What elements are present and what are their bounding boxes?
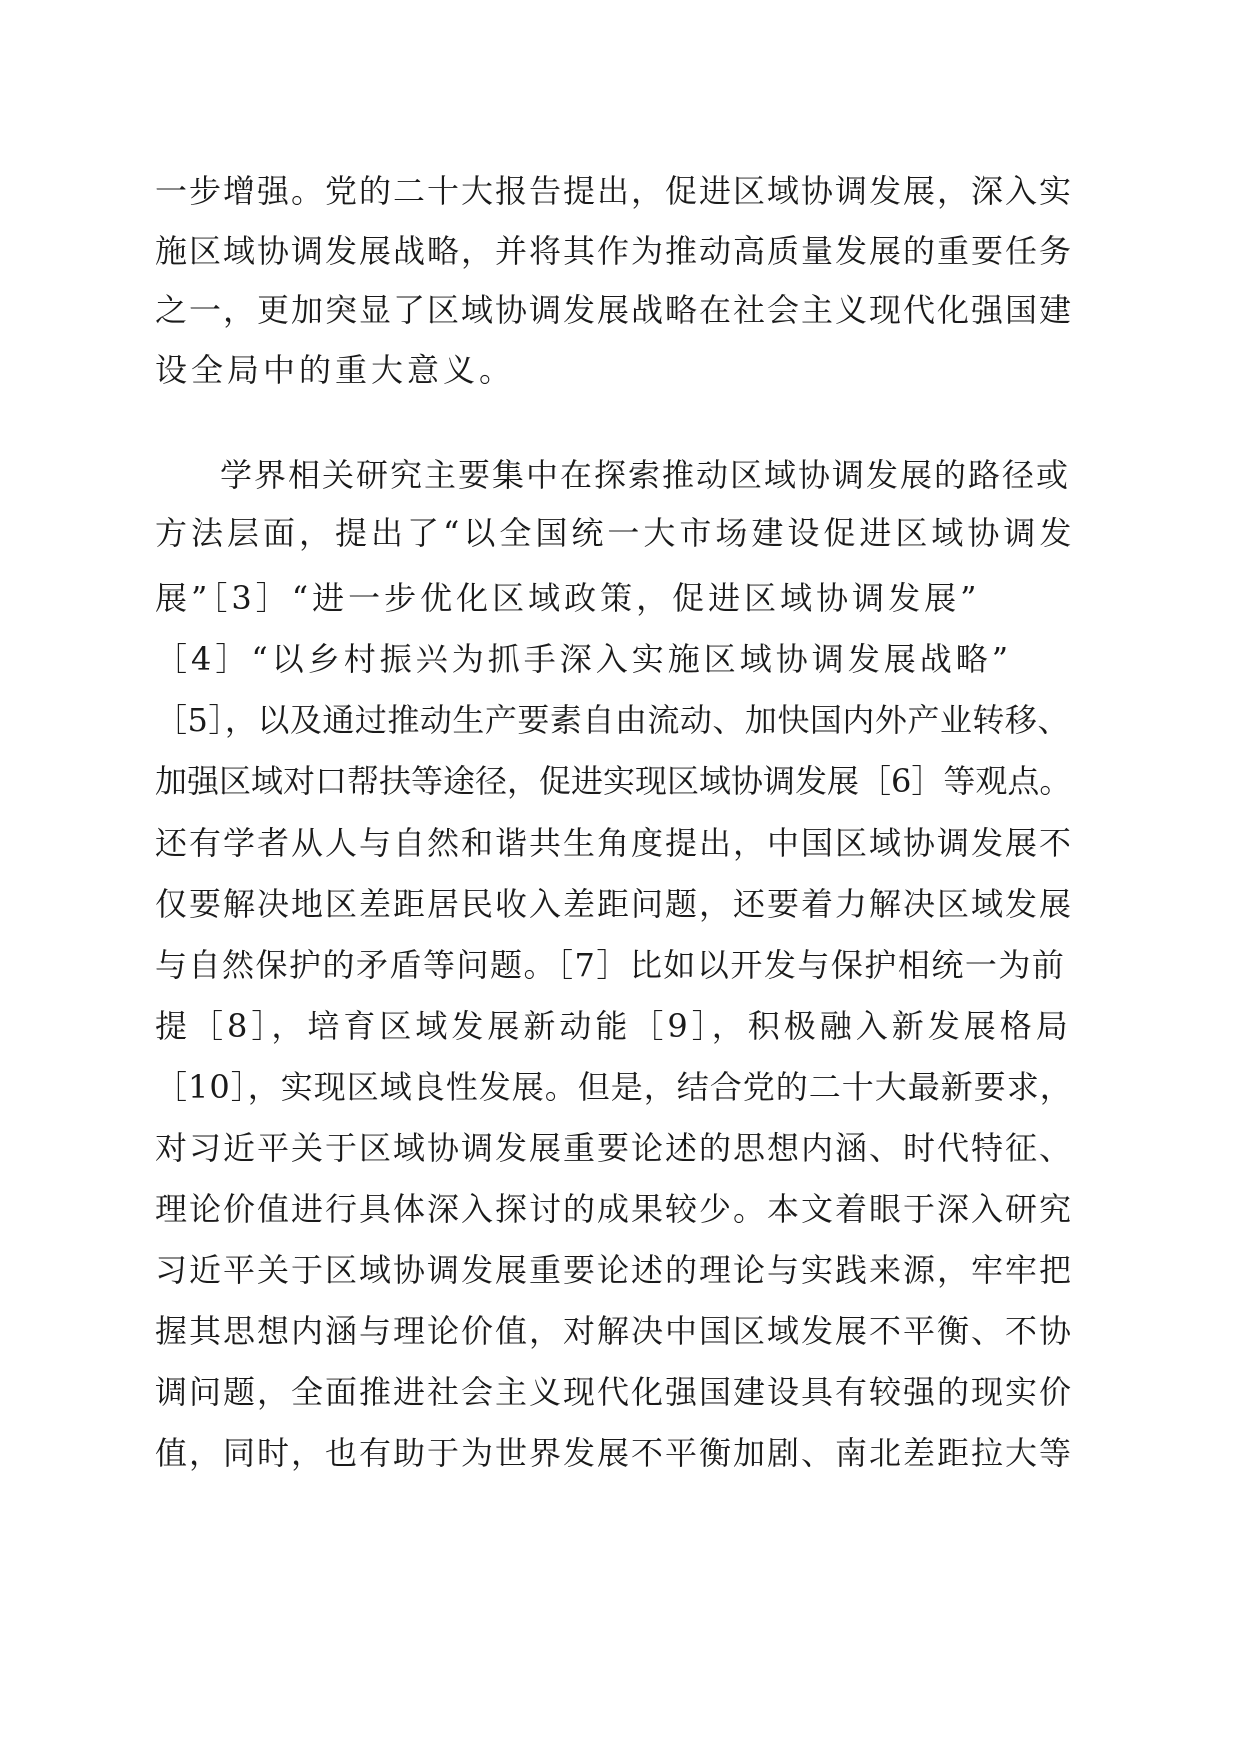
text-line: 调问题，全面推进社会主义现代化强国建设具有较强的现实价 (155, 1373, 1074, 1411)
text-line: 设全局中的重大意义。 (155, 351, 516, 389)
text-line: 值，同时，也有助于为世界发展不平衡加剧、南北差距拉大等 (155, 1434, 1074, 1472)
text-line: 对习近平关于区域协调发展重要论述的思想内涵、时代特征、 (155, 1129, 1074, 1167)
text-line: 展”［3］“进一步优化区域政策，促进区域协调发展” (155, 579, 981, 617)
text-line: 学界相关研究主要集中在探索推动区域协调发展的路径或 (220, 456, 1071, 494)
text-line: 理论价值进行具体深入探讨的成果较少。本文着眼于深入研究 (155, 1190, 1074, 1228)
text-line: ［5］，以及通过推动生产要素自由流动、加快国内外产业转移、 (155, 701, 1070, 739)
text-line: ［10］，实现区域良性发展。但是，结合党的二十大最新要求， (155, 1068, 1073, 1106)
text-line: 握其思想内涵与理论价值，对解决中国区域发展不平衡、不协 (155, 1312, 1074, 1350)
text-line: 还有学者从人与自然和谐共生角度提出，中国区域协调发展不 (155, 824, 1074, 862)
text-line: 施区域协调发展战略，并将其作为推动高质量发展的重要任务 (155, 232, 1074, 270)
text-line: 之一，更加突显了区域协调发展战略在社会主义现代化强国建 (155, 291, 1074, 329)
text-line: ［4］“以乡村振兴为抓手深入实施区域协调发展战略” (155, 640, 1013, 678)
text-line: 仅要解决地区差距居民收入差距问题，还要着力解决区域发展 (155, 885, 1074, 923)
text-line: 方法层面，提出了“以全国统一大市场建设促进区域协调发 (155, 514, 1076, 552)
text-line: 加强区域对口帮扶等途径，促进实现区域协调发展［6］等观点。 (155, 762, 1072, 800)
text-line: 与自然保护的矛盾等问题。［7］比如以开发与保护相统一为前 (155, 946, 1066, 984)
text-line: 提［8］，培育区域发展新动能［9］，积极融入新发展格局 (155, 1007, 1072, 1045)
text-line: 习近平关于区域协调发展重要论述的理论与实践来源，牢牢把 (155, 1251, 1074, 1289)
text-line: 一步增强。党的二十大报告提出，促进区域协调发展，深入实 (155, 172, 1074, 210)
